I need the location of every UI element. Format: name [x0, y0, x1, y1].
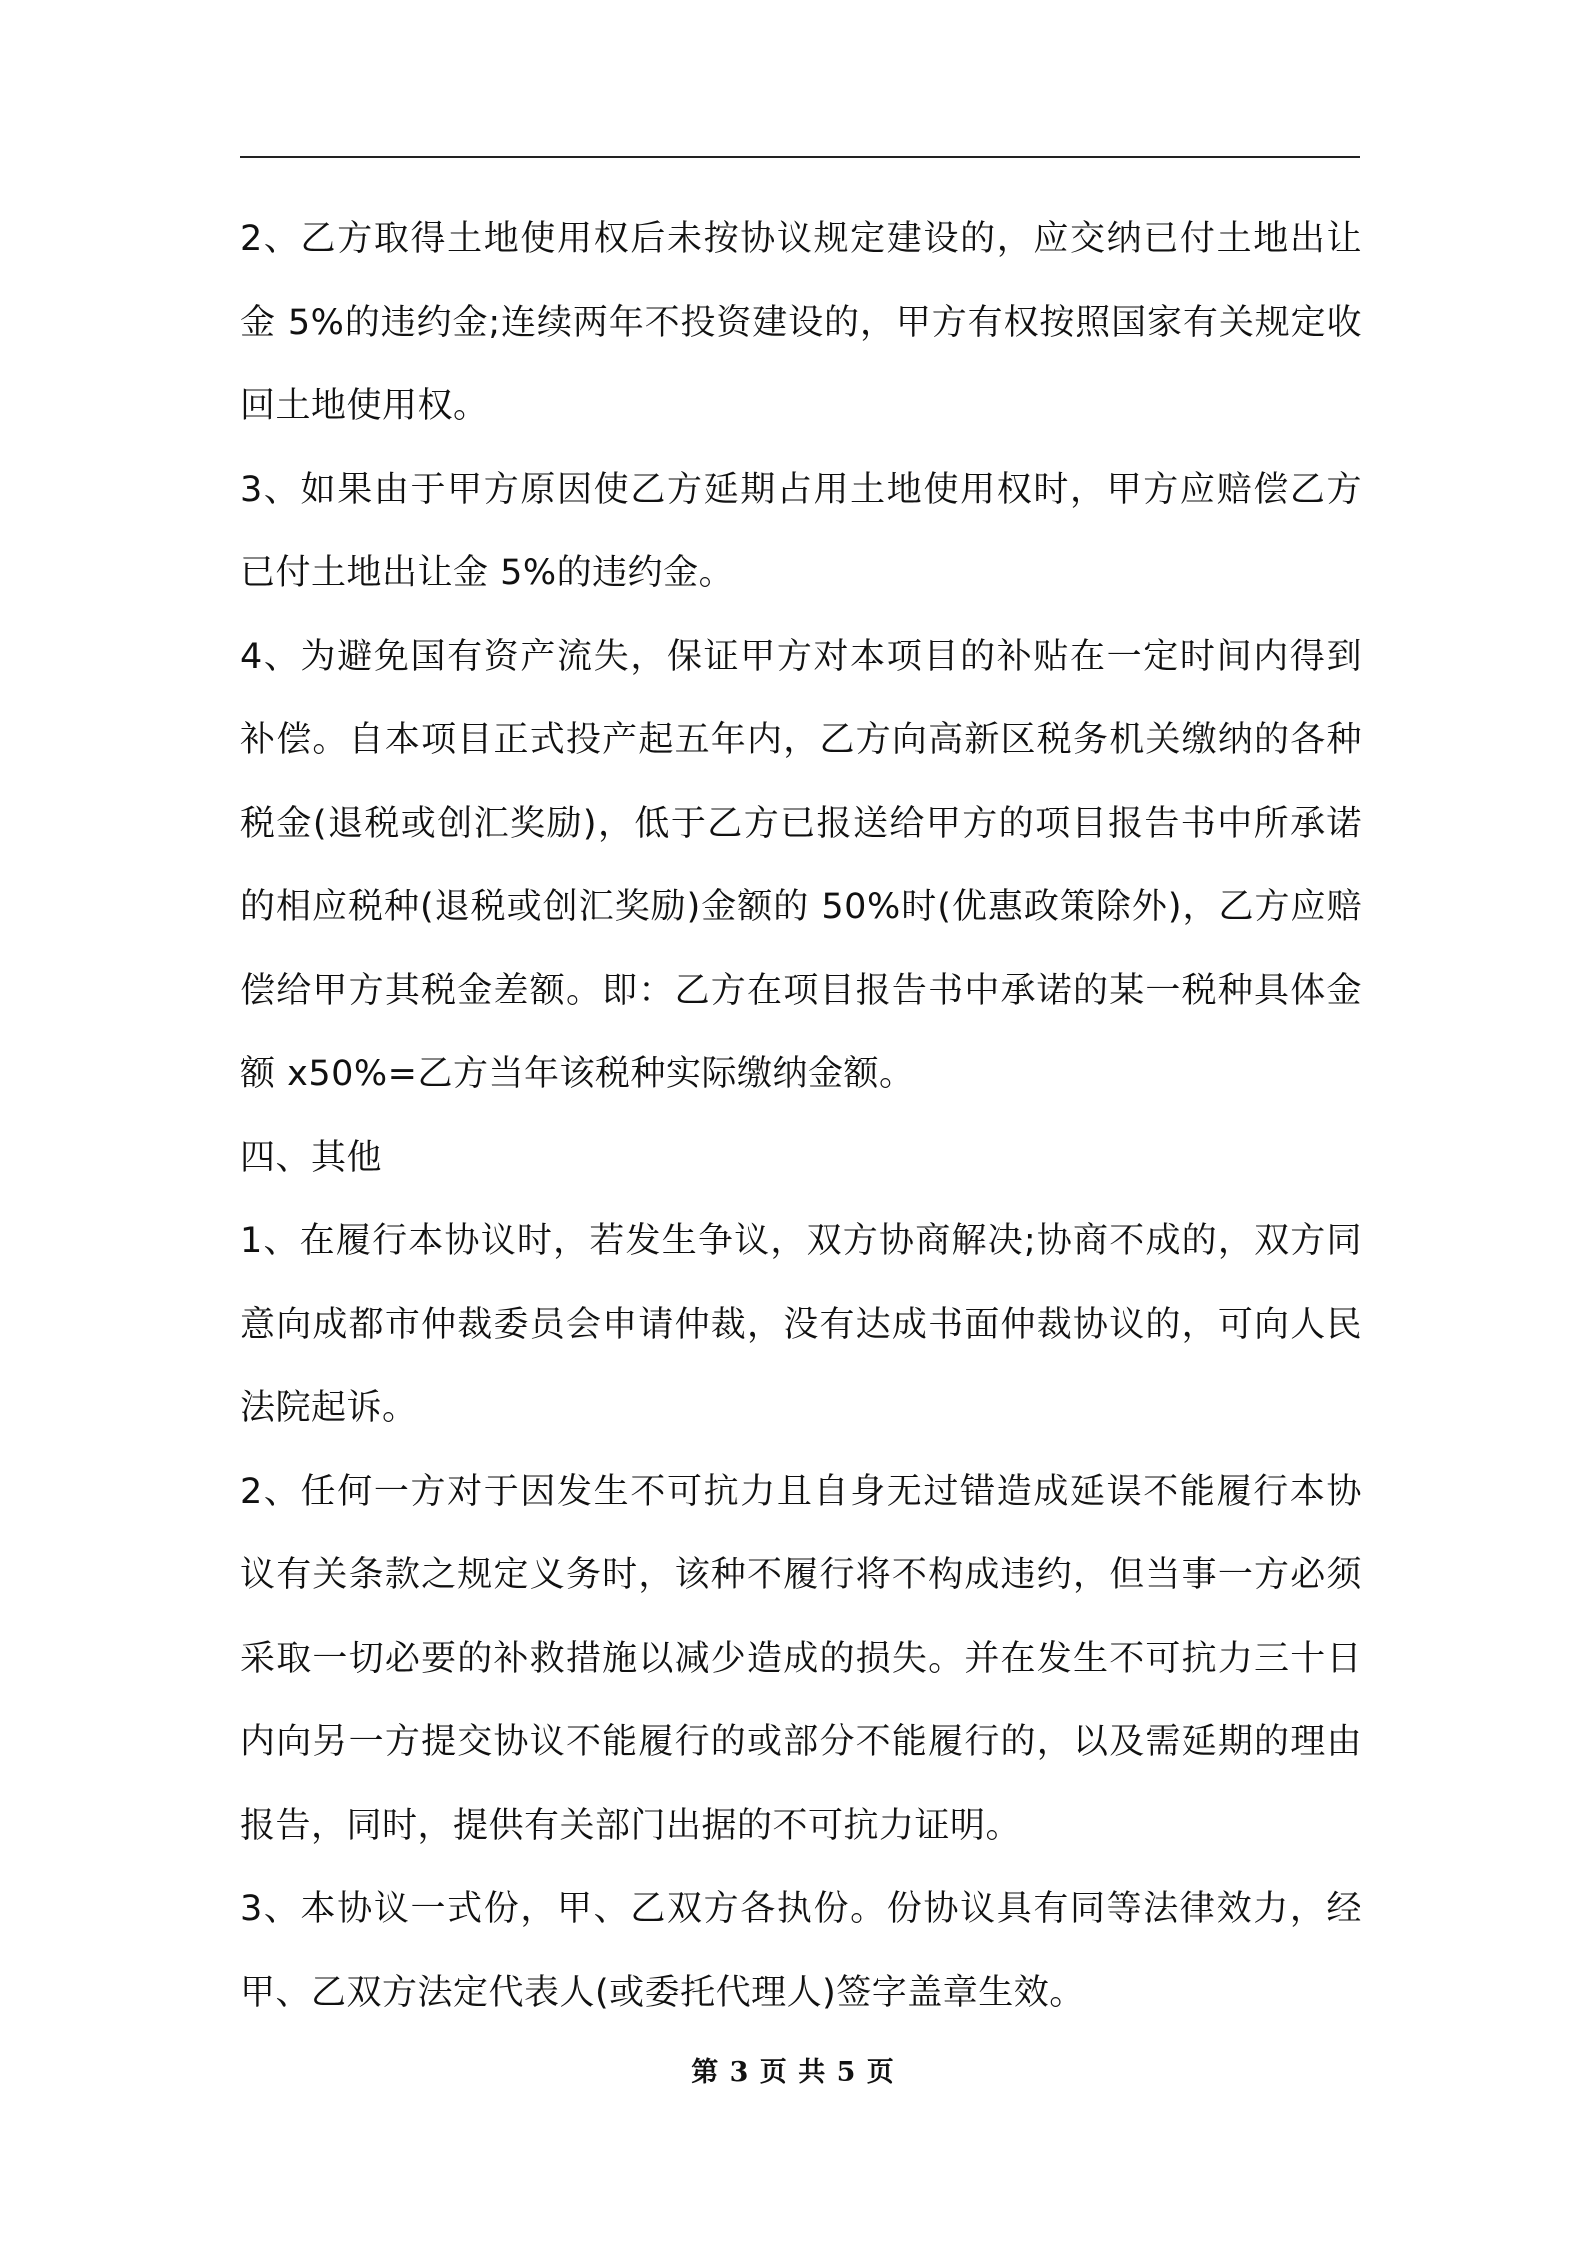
document-body — [240, 198, 1362, 2035]
other-clause-2-force-majeure: 2、任何一方对于因发生不可抗力且自身无过错造成延误不能履行本协议有关条款之规定义务时，该种不履行将不构成违约，但当事一方必须采取一切必要的补救措施以减少造成的损失。并在发生不可抗力三十日内向另一方提交协议不能履行的或部分不能履行的，以及需延期的理由报告，同时，提供有关部门出据的不可抗力证明。 — [240, 1471, 1362, 1846]
other-clause-1-disputes: 1、在履行本协议时，若发生争议，双方协商解决;协商不成的，双方同意向成都市仲裁委员会申请仲裁，没有达成书面仲裁协议的，可向人民法院起诉。 — [240, 1221, 1362, 1428]
section-heading-other: 四、其他 — [240, 1137, 383, 1178]
clause-2-breach-construction: 2、乙方取得土地使用权后未按协议规定建设的，应交纳已付土地出让金 5%的违约金;连续两年不投资建设的，甲方有权按照国家有关规定收回土地使用权。 — [240, 219, 1362, 426]
other-clause-3-copies-effect: 3、本协议一式份，甲、乙双方各执份。份协议具有同等法律效力，经甲、乙双方法定代表人(或委托代理人)签字盖章生效。 — [240, 1889, 1362, 2013]
clause-4-tax-compensation: 4、为避免国有资产流失，保证甲方对本项目的补贴在一定时间内得到补偿。自本项目正式投产起五年内，乙方向高新区税务机关缴纳的各种税金(退税或创汇奖励)，低于乙方已报送给甲方的项目报告书中所承诺的相应税种(退税或创汇奖励)金额的 50%时(优惠政策除外)，乙方应赔偿给甲方其税金差额。即：乙方在项目报告书中承诺的某一税种具体金额 x50%=乙方当年该税种实际缴纳金额。 — [240, 636, 1362, 1094]
clause-3-delay-compensation: 3、如果由于甲方原因使乙方延期占用土地使用权时，甲方应赔偿乙方已付土地出让金 5%的违约金。 — [240, 469, 1362, 593]
page-number: 第 3 页 共 5 页 — [691, 2057, 895, 2088]
header-rule — [240, 156, 1360, 158]
